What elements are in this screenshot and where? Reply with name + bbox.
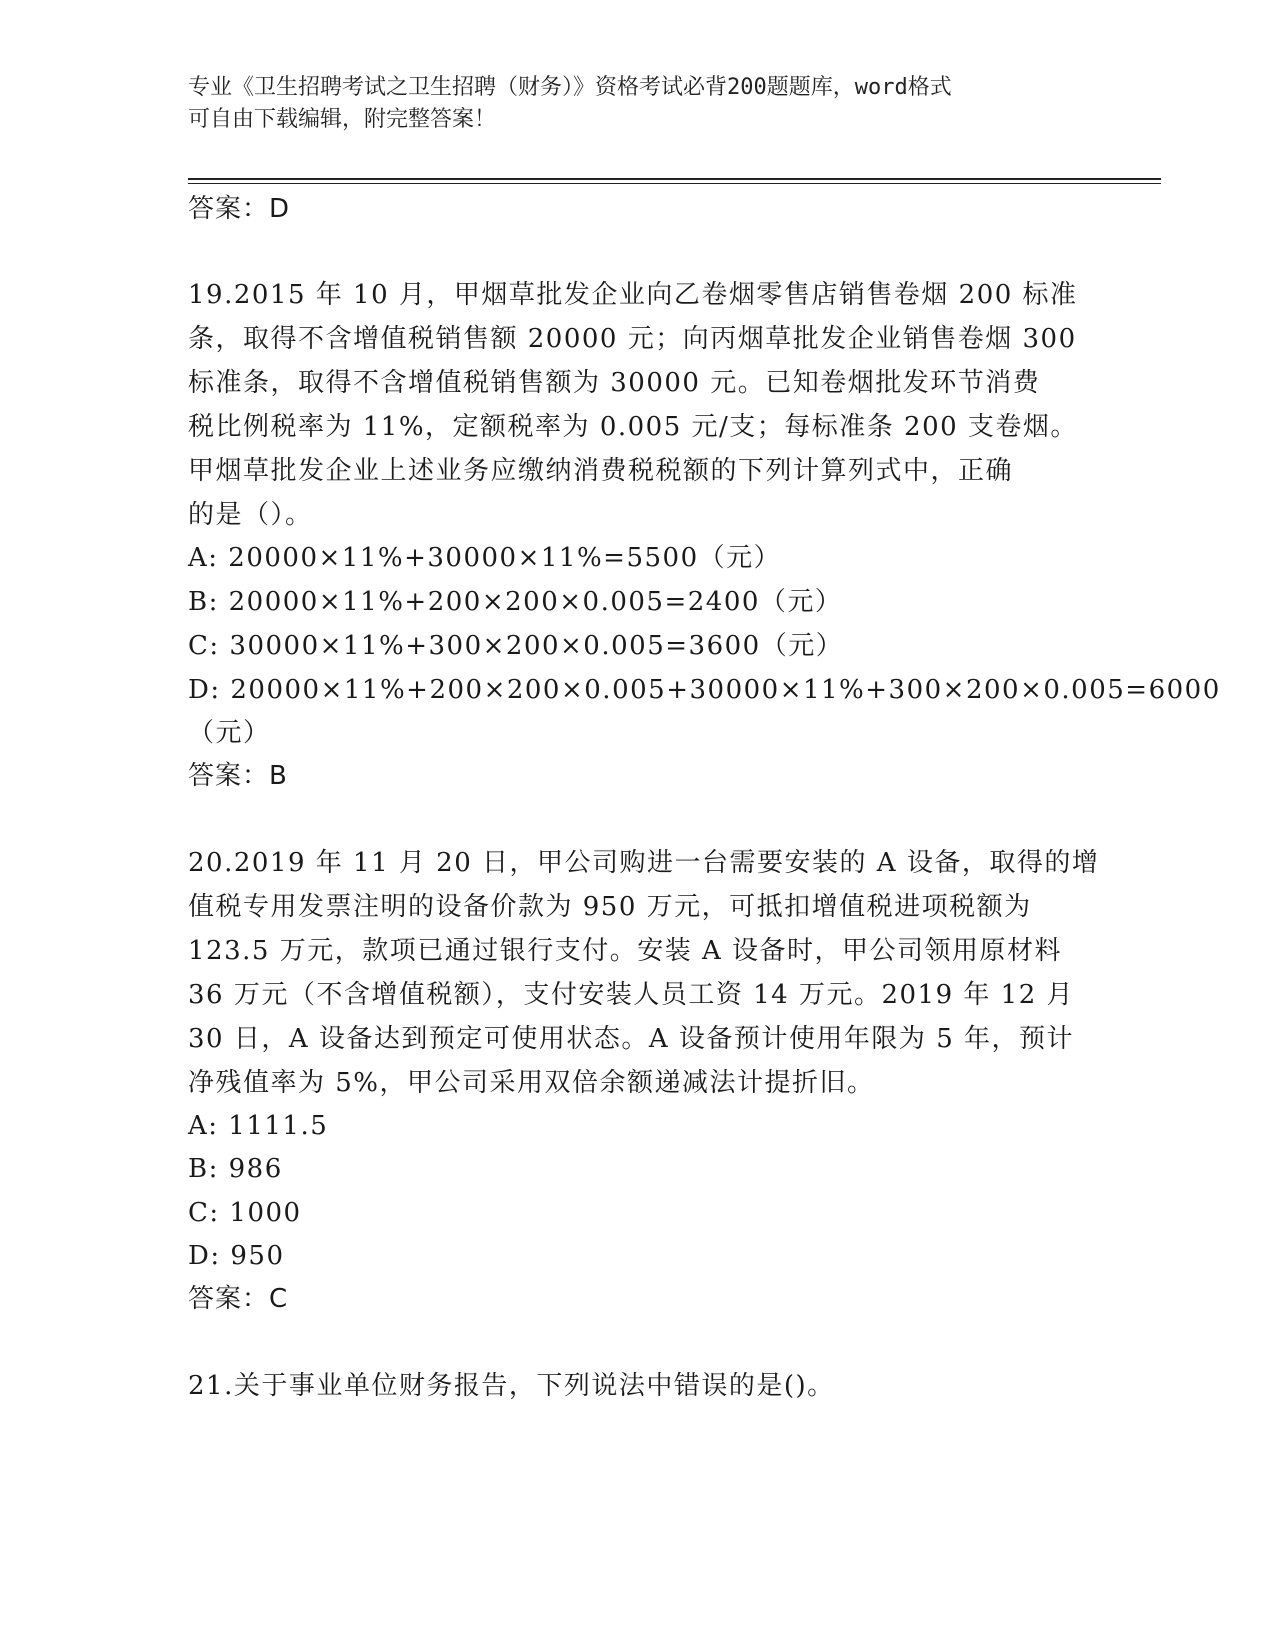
question-20-line: 123.5 万元，款项已通过银行支付。安装 A 设备时，甲公司领用原材料	[188, 936, 1063, 966]
question-20-line: 20.2019 年 11 月 20 日，甲公司购进一台需要安装的 A 设备，取得的增	[188, 848, 1100, 878]
question-19-option-d: D: 20000×11%+200×200×0.005+30000×11%+300×200×0.005=6000	[188, 675, 1221, 705]
question-20-line: 净残值率为 5%，甲公司采用双倍余额递减法计提折旧。	[188, 1068, 875, 1098]
question-20-line: 36 万元（不含增值税额），支付安装人员工资 14 万元。2019 年 12 月	[188, 980, 1075, 1010]
question-20-option-c: C: 1000	[188, 1198, 302, 1228]
header-divider-thick	[188, 178, 1161, 180]
header-line-2: 可自由下载编辑，附完整答案！	[188, 107, 497, 132]
question-19-option-d-cont: （元）	[188, 718, 271, 748]
question-19-line: 的是（）。	[188, 500, 313, 530]
question-19-option-b: B: 20000×11%+200×200×0.005=2400（元）	[188, 587, 843, 617]
previous-answer: 答案：D	[188, 194, 291, 224]
question-20-option-a: A: 1111.5	[188, 1111, 329, 1141]
question-20-line: 30 日，A 设备达到预定可使用状态。A 设备预计使用年限为 5 年，预计	[188, 1024, 1075, 1054]
question-20-option-d: D: 950	[188, 1241, 285, 1271]
question-20-line: 值税专用发票注明的设备价款为 950 万元，可抵扣增值税进项税额为	[188, 892, 1032, 922]
question-19-line: 条，取得不含增值税销售额 20000 元；向丙烟草批发企业销售卷烟 300	[188, 324, 1077, 354]
question-19-line: 税比例税率为 11%，定额税率为 0.005 元/支；每标准条 200 支卷烟。	[188, 412, 1078, 442]
question-20-answer: 答案：C	[188, 1284, 289, 1314]
header-line-1: 专业《卫生招聘考试之卫生招聘（财务）》资格考试必背200题题库，word格式	[188, 75, 952, 100]
question-19-line: 甲烟草批发企业上述业务应缴纳消费税税额的下列计算列式中，正确	[188, 456, 1014, 486]
question-21-line: 21.关于事业单位财务报告，下列说法中错误的是()。	[188, 1371, 835, 1401]
document-header	[188, 72, 1088, 136]
question-19-option-a: A: 20000×11%+30000×11%=5500（元）	[188, 543, 782, 573]
question-19-line: 标准条，取得不含增值税销售额为 30000 元。已知卷烟批发环节消费	[188, 368, 1041, 398]
header-divider-thin	[188, 183, 1161, 184]
question-19-line: 19.2015 年 10 月，甲烟草批发企业向乙卷烟零售店销售卷烟 200 标准	[188, 280, 1078, 310]
question-19-option-c: C: 30000×11%+300×200×0.005=3600（元）	[188, 631, 844, 661]
question-20-option-b: B: 986	[188, 1154, 283, 1184]
question-19-answer: 答案：B	[188, 761, 288, 791]
